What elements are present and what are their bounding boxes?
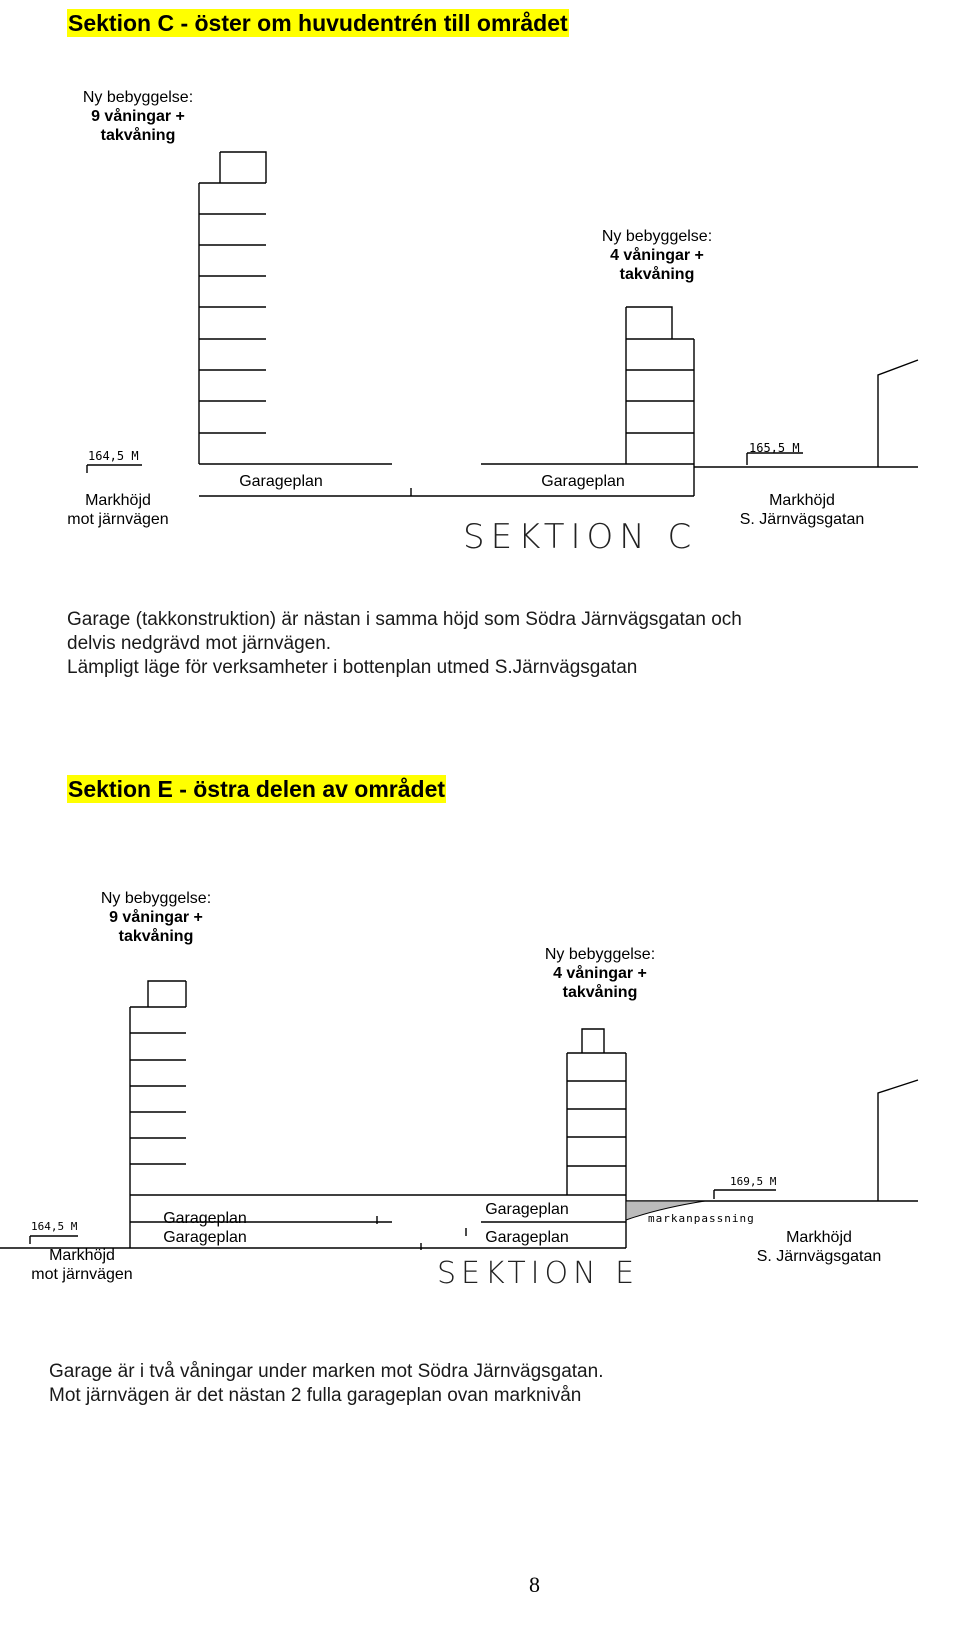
ground-label-line: Markhöjd (769, 492, 835, 509)
section-c-level-right: 165,5 M (749, 441, 800, 455)
section-c-level-left: 164,5 M (88, 449, 139, 463)
section-e-text-line: Garage är i två våningar under marken mot Södra Järnvägsgatan. (49, 1361, 604, 1382)
section-c-text-line: Garage (takkonstruktion) är nästan i samma höjd som Södra Järnvägsgatan och (67, 609, 742, 630)
rooftop-outline (582, 1029, 604, 1053)
building-label-line: 9 våningar + (91, 108, 185, 125)
ground-label-line: mot järnvägen (67, 511, 169, 528)
page-number: 8 (529, 1572, 540, 1597)
building-label-line: takvåning (562, 984, 638, 1001)
section-e-level-left: 164,5 M (31, 1220, 78, 1233)
building-label-line: takvåning (100, 127, 176, 144)
section-e-garage-right-upper: Garageplan (485, 1201, 569, 1218)
section-e-ground-right-label (752, 1228, 886, 1266)
ground-label-line: S. Järnvägsgatan (756, 1248, 882, 1265)
section-e-adjustment-label: markanpassning (648, 1212, 755, 1225)
building-label-line: takvåning (118, 928, 194, 945)
building-label-line: Ny bebyggelse: (100, 890, 212, 907)
section-e-heading: Sektion E - östra delen av området (68, 776, 446, 802)
section-e-text-line: Mot järnvägen är det nästan 2 fulla garageplan ovan marknivån (49, 1385, 582, 1406)
building-label-line: Ny bebyggelse: (544, 946, 656, 963)
section-e-ground-left-label (22, 1246, 142, 1284)
building-label-line: 9 våningar + (109, 909, 203, 926)
section-e-garage-right-lower: Garageplan (485, 1229, 569, 1246)
section-c-text-line: Lämpligt läge för verksamheter i bottenplan utmed S.Järnvägsgatan (67, 657, 638, 678)
building-label-line: Ny bebyggelse: (601, 228, 713, 245)
ground-label-line: S. Järnvägsgatan (739, 511, 865, 528)
ground-label-line: Markhöjd (786, 1229, 852, 1246)
building-label-line: Ny bebyggelse: (82, 89, 194, 106)
building-label-line: 4 våningar + (610, 247, 704, 264)
section-e-garage-left-upper: Garageplan (163, 1210, 247, 1227)
section-c-heading: Sektion C - öster om huvudentrén till området (68, 10, 568, 36)
section-e-drawing-title: SEKTION E (437, 1256, 640, 1291)
ground-label-line: mot järnvägen (31, 1266, 133, 1283)
building-label-line: takvåning (619, 266, 695, 283)
ground-label-line: Markhöjd (85, 492, 151, 509)
section-c-garage-left-label: Garageplan (239, 473, 323, 490)
section-c-text-line: delvis nedgrävd mot järnvägen. (67, 633, 332, 654)
section-e-garage-left-lower: Garageplan (163, 1229, 247, 1246)
rooftop-outline (148, 981, 186, 1007)
ground-label-line: Markhöjd (49, 1247, 115, 1264)
building-label-line: 4 våningar + (553, 965, 647, 982)
section-c-drawing-title: SEKTION C (463, 517, 698, 557)
section-e-level-right: 169,5 M (730, 1175, 777, 1188)
section-c-garage-right-label: Garageplan (541, 473, 625, 490)
existing-building (878, 1080, 918, 1201)
